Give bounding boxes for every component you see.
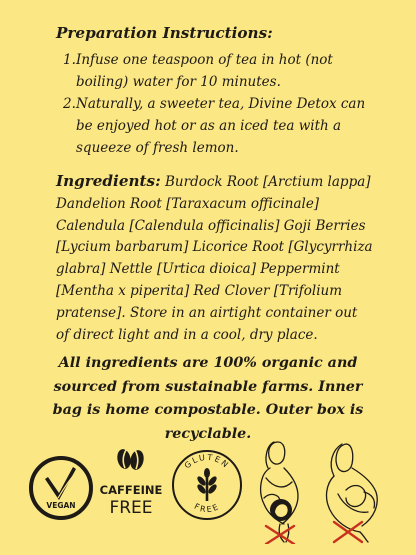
caffeine-free-badge-icon: [100, 445, 162, 527]
step-number: 2.: [63, 96, 76, 112]
ingredients-paragraph: [56, 171, 374, 346]
preparation-heading: Preparation Instructions:: [56, 24, 273, 42]
step-text: Naturally, a sweeter tea, Divine Detox can be enjoyed hot or as an iced tea with a squeeze of fresh lemon.: [76, 96, 366, 156]
ingredients-text: Burdock Root [Arctium lappa] Dandelion Root [Taraxacum officinale] Calendula [Calendula officinalis] Goji Berries [Lycium barbarum] Licorice Root [Glycyrrhiza glabra] Nettle [Urtica dioica] Peppermint [Mentha x piperita] Red Clover [Trifolium pratense]. Store in an airtight container out of direct light and in a cool, dry place.: [56, 174, 373, 343]
svg-text:FREE: [193, 502, 222, 515]
not-for-breastfeeding-icon: [316, 434, 394, 544]
badge-row: [0, 445, 416, 555]
step-number: 1.: [63, 52, 76, 68]
wheat-icon: [196, 468, 218, 501]
caffeine-free-label: FREE: [109, 498, 153, 518]
gluten-free-label: FREE: [192, 501, 222, 515]
caffeine-label: CAFFEINE: [100, 483, 162, 497]
not-for-pregnancy-icon: [244, 432, 316, 544]
preparation-step-1: [56, 49, 376, 93]
coffee-bean-icon: [116, 448, 146, 471]
vegan-badge-icon: [28, 455, 94, 521]
gluten-free-badge-icon: [170, 448, 244, 522]
preparation-step-2: [56, 93, 376, 159]
sustainability-notice: All ingredients are 100% organic and sourced from sustainable farms. Inner bag is home compostable. Outer box is recyclable.: [52, 355, 364, 442]
step-text: Infuse one teaspoon of tea in hot (not boiling) water for 10 minutes.: [76, 52, 333, 90]
vegan-label: VEGAN: [46, 501, 76, 510]
preparation-steps: [56, 49, 376, 159]
gluten-label: GLUTEN: [182, 452, 232, 471]
ingredients-label: Ingredients:: [56, 172, 161, 190]
